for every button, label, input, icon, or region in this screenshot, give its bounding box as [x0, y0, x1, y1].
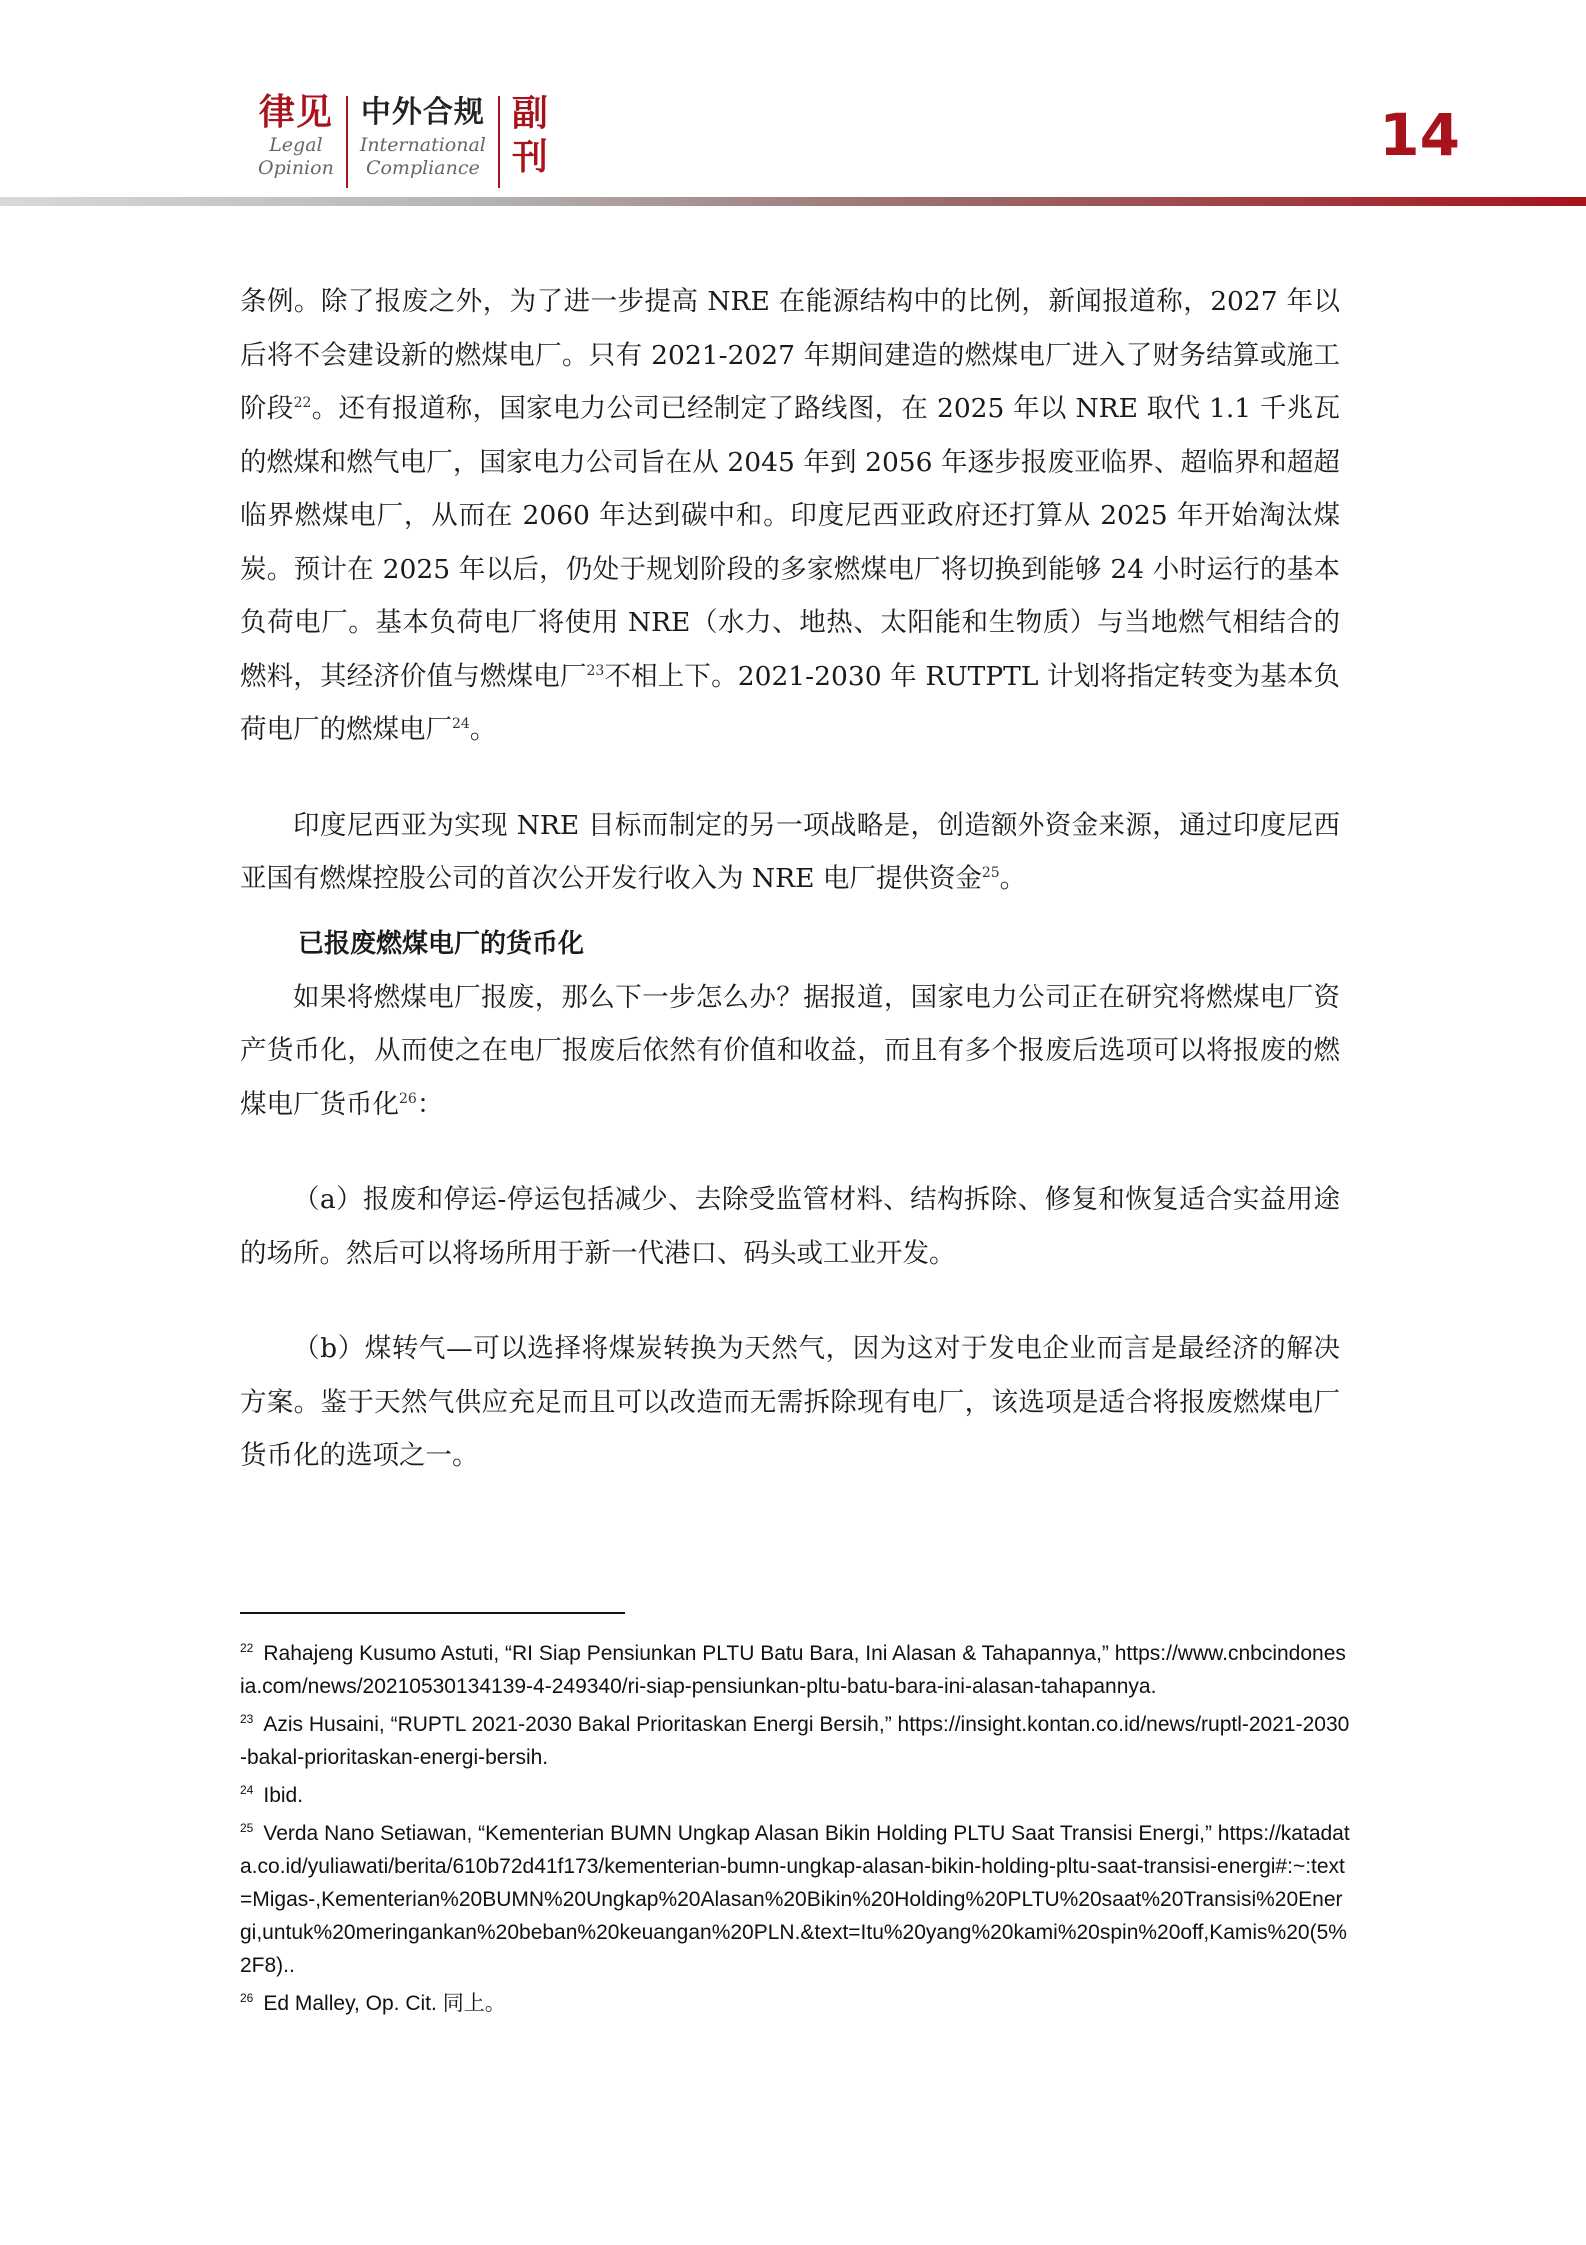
- logo-legal-opinion-cn: 律见: [258, 92, 333, 133]
- paragraph-funding: [240, 799, 1340, 906]
- footnote-ref-23[interactable]: 23: [586, 662, 605, 679]
- spacer: [240, 757, 1340, 799]
- spacer: [240, 1280, 1340, 1322]
- footnote-text: Verda Nano Setiawan, “Kementerian BUMN Ungkap Alasan Bikin Holding PLTU Saat Transisi Energi,” https://katadata.co.id/yuliawati/berita/610b72d41f173/kementerian-bumn-ungkap-alasan-bikin-holding-pltu-saat-transisi-energi#:~:text=Migas-,Kementerian%20BUMN%20Ungkap%20Alasan%20Bikin%20Holding%20PLTU%20saat%20Transisi%20Energi,untuk%20meringankan%20beban%20keuangan%20PLN.&text=Itu%20yang%20kami%20spin%20off,Kamis%20(5%2F8)..: [240, 1822, 1350, 1977]
- footnote-text: Ibid.: [263, 1784, 304, 1807]
- paragraph-text: 。还有报道称，国家电力公司已经制定了路线图，在 2025 年以 NRE 取代 1.1 千兆瓦的燃煤和燃气电厂，国家电力公司旨在从 2045 年到 2056 年逐步报废亚临界、超临界和超超临界燃煤电厂，从而在 2060 年达到碳中和。印度尼西亚政府还打算从 2025 年开始淘汰煤炭。预计在 2025 年以后，仍处于规划阶段的多家燃煤电厂将切换到能够 24 小时运行的基本负荷电厂。基本负荷电厂将使用 NRE（水力、地热、太阳能和生物质）与当地燃气相结合的燃料，其经济价值与燃煤电厂: [240, 393, 1340, 692]
- page-header: [0, 0, 1586, 210]
- logo-legal-opinion: [258, 92, 334, 180]
- paragraph-text: ：: [416, 1088, 444, 1120]
- paragraph-text: 如果将燃煤电厂报废，那么下一步怎么办？据报道，国家电力公司正在研究将燃煤电厂资产货币化，从而使之在电厂报废后依然有价值和收益，而且有多个报废后选项可以将报废的燃煤电厂货币化: [240, 981, 1340, 1120]
- footnote-text: Ed Malley, Op. Cit. 同上。: [263, 1992, 506, 2015]
- header-gradient-bar: [0, 197, 1586, 206]
- logo-compliance-en-1: International: [359, 134, 486, 156]
- paragraph-text: 印度尼西亚为实现 NRE 目标而制定的另一项战略是，创造额外资金来源，通过印度尼西亚国有燃煤控股公司的首次公开发行收入为 NRE 电厂提供资金: [240, 809, 1340, 894]
- logo-divider: [346, 96, 348, 188]
- footnote-text: Rahajeng Kusumo Astuti, “RI Siap Pensiunkan PLTU Batu Bara, Ini Alasan & Tahapannya,” https://www.cnbcindonesia.com/news/20210530134139-4-249340/ri-siap-pensiunkan-pltu-batu-bara-ini-alasan-tahapannya.: [240, 1642, 1346, 1698]
- paragraph-monetization: [240, 971, 1340, 1132]
- footnote-ref-25[interactable]: 25: [981, 865, 1000, 882]
- spacer: [240, 906, 1340, 918]
- paragraph-text: 。: [999, 863, 1027, 894]
- footnote-number: 24: [240, 1783, 254, 1797]
- logo-supplement: [512, 92, 548, 180]
- footnote-22: [240, 1632, 1350, 1703]
- logo-supplement-char-1: 副: [511, 93, 548, 134]
- paragraph-text: 不相上下。2021-2030 年 RUTPTL 计划将指定转变为基本负荷电厂的燃煤电厂: [240, 660, 1341, 745]
- logo-legal-opinion-en-1: Legal: [269, 134, 323, 156]
- section-heading: 已报废燃煤电厂的货币化: [298, 928, 585, 959]
- footnote-number: 22: [240, 1641, 254, 1655]
- footnote-number: 25: [240, 1821, 254, 1835]
- footnote-separator: [240, 1612, 625, 1614]
- paragraph-phaseout: [240, 275, 1340, 757]
- spacer: [240, 1131, 1340, 1173]
- logo-supplement-char-2: 刊: [511, 137, 548, 178]
- footnote-25: [240, 1812, 1350, 1982]
- page-number: 14: [1379, 101, 1460, 169]
- footnote-ref-26[interactable]: 26: [399, 1090, 417, 1107]
- footnote-ref-24[interactable]: 24: [452, 716, 470, 733]
- paragraph-option-a: （a）报废和停运-停运包括减少、去除受监管材料、结构拆除、修复和恢复适合实益用途的场所。然后可以将场所用于新一代港口、码头或工业开发。: [240, 1184, 1340, 1269]
- footnote-26: [240, 1982, 1350, 2020]
- article-body: [240, 275, 1340, 1483]
- logo-compliance-en-2: Compliance: [365, 157, 480, 179]
- paragraph-option-b: （b）煤转气—可以选择将煤炭转换为天然气，因为这对于发电企业而言是最经济的解决方案。鉴于天然气供应充足而且可以改造而无需拆除现有电厂，该选项是适合将报废燃煤电厂货币化的选项之一。: [240, 1333, 1340, 1471]
- footnote-number: 26: [240, 1991, 254, 2005]
- logo-divider: [498, 96, 500, 188]
- logo-legal-opinion-en-2: Opinion: [258, 157, 334, 179]
- footnote-text: Azis Husaini, “RUPTL 2021-2030 Bakal Prioritaskan Energi Bersih,” https://insight.kontan.co.id/news/ruptl-2021-2030-bakal-prioritaskan-energi-bersih.: [240, 1713, 1350, 1769]
- footnote-number: 23: [240, 1712, 254, 1726]
- logo-compliance-cn: 中外合规: [360, 95, 485, 130]
- logo-international-compliance: [360, 92, 486, 180]
- footnote-24: [240, 1774, 1350, 1812]
- footnote-ref-22[interactable]: 22: [293, 395, 312, 412]
- publication-logo: [258, 92, 548, 192]
- footnotes: [240, 1632, 1350, 2020]
- paragraph-text: 。: [469, 714, 497, 745]
- paragraph-text: 条例。除了报废之外，为了进一步提高 NRE 在能源结构中的比例，新闻报道称，2027 年以后将不会建设新的燃煤电厂。只有 2021-2027 年期间建造的燃煤电厂进入了财务结算或施工阶段: [240, 286, 1340, 424]
- footnote-23: [240, 1703, 1350, 1774]
